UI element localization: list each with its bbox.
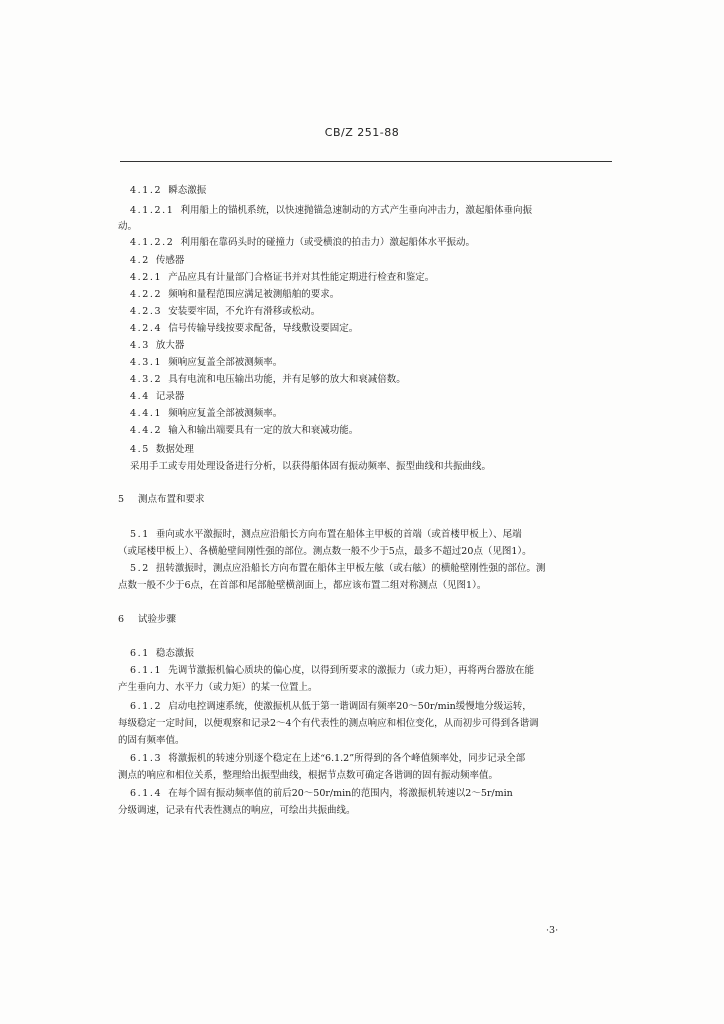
clause-number: 4.2.1 (130, 272, 163, 283)
clause-6-1-3-cont (118, 770, 498, 782)
clause-6-1-2-cont-2 (118, 735, 185, 747)
clause-4-2-3 (130, 306, 320, 318)
clause-number: 6.1.3 (130, 753, 163, 764)
clause-text: 放大器 (155, 340, 185, 351)
clause-4-2 (130, 255, 184, 267)
section-number: 6 (118, 614, 125, 625)
clause-6-1-2 (130, 701, 532, 713)
clause-4-4-1 (130, 408, 282, 420)
section-title: 试验步骤 (138, 614, 177, 625)
clause-5-1 (130, 529, 522, 541)
clause-4-1-2-1-cont (118, 221, 137, 233)
clause-text: 分级调速，记录有代表性测点的响应，可绘出共振曲线。 (118, 805, 356, 816)
clause-5-2-cont (118, 580, 486, 592)
page-number: ·3· (546, 925, 559, 936)
clause-4-1-2 (130, 185, 206, 197)
clause-number: 4.4 (130, 391, 150, 402)
clause-4-4-2 (130, 425, 358, 437)
clause-text: 输入和输出端要具有一定的放大和衰减功能。 (168, 425, 359, 436)
clause-text: 启动电控调速系统，使激振机从低于第一谐调固有频率20～50r/min缓慢地分级运转， (168, 701, 532, 712)
clause-6-1 (130, 648, 194, 660)
clause-text: 点数一般不少于6点，在首部和尾部舱壁横剖面上，都应该布置二组对称测点（见图1）。 (118, 580, 487, 591)
clause-number: 5.2 (130, 563, 150, 574)
clause-text: 的固有频率值。 (118, 735, 185, 746)
clause-number: 6.1.4 (130, 788, 163, 799)
clause-text: 垂向或水平激振时，测点应沿船长方向布置在船体主甲板的首端（或首楼甲板上）、尾端 (155, 529, 522, 540)
clause-6-1-4 (130, 788, 513, 800)
header-rule (120, 161, 612, 162)
clause-4-3-2 (130, 374, 406, 386)
clause-text: 频响应复盖全部被测频率。 (168, 357, 283, 368)
clause-text: 采用手工或专用处理设备进行分析，以获得船体固有振动频率、振型曲线和共振曲线。 (130, 461, 492, 472)
clause-6-1-1 (130, 665, 534, 677)
clause-text: 记录器 (155, 391, 185, 402)
clause-number: 4.1.2 (130, 185, 163, 196)
clause-number: 4.1.2.2 (130, 237, 175, 248)
clause-text: 测点的响应和相位关系，整理给出振型曲线，根据节点数可确定各谐调的固有振动频率值。 (118, 770, 499, 781)
clause-4-2-4 (130, 323, 358, 335)
clause-number: 4.3 (130, 340, 150, 351)
clause-4-3-1 (130, 357, 282, 369)
clause-number: 6.1 (130, 648, 150, 659)
clause-text: 扭转激振时，测点应沿船长方向布置在船体主甲板左舷（或右舷）的横舱壁刚性强的部位。测 (155, 563, 546, 574)
clause-text: 稳态激振 (155, 648, 194, 659)
clause-number: 4.2 (130, 255, 150, 266)
clause-text: 传感器 (155, 255, 185, 266)
document-code-header: CB/Z 251-88 (324, 126, 400, 139)
clause-5-2 (130, 563, 545, 575)
clause-text: 在每个固有振动频率值的前后20～50r/min的范围内，将激振机转速以2～5r/min (168, 788, 513, 799)
clause-number: 4.2.2 (130, 289, 163, 300)
clause-text: 频响和量程范围应满足被测船舶的要求。 (168, 289, 340, 300)
clause-number: 4.4.2 (130, 425, 163, 436)
clause-text: 利用船在靠码头时的碰撞力（或受横浪的拍击力）激起船体水平振动。 (180, 237, 475, 248)
clause-text: 将激振机的转速分别逐个稳定在上述“6.1.2”所得到的各个峰值频率处，同步记录全部 (168, 753, 526, 764)
clause-text: 具有电流和电压输出功能，并有足够的放大和衰减倍数。 (168, 374, 406, 385)
clause-text: 每级稳定一定时间，以便观察和记录2～4个有代表性的测点响应和相位变化，从而初步可得到各谐调 (118, 718, 539, 729)
clause-text: 频响应复盖全部被测频率。 (168, 408, 283, 419)
clause-4-2-2 (130, 289, 339, 301)
clause-4-1-2-2 (130, 237, 475, 249)
clause-number: 5.1 (130, 529, 150, 540)
clause-text: 利用船上的锚机系统，以快速抛锚急速制动的方式产生垂向冲击力，激起船体垂向振 (180, 205, 532, 216)
clause-text: 动。 (118, 221, 138, 232)
clause-number: 4.2.4 (130, 323, 163, 334)
clause-6-1-3 (130, 753, 525, 765)
clause-4-3 (130, 340, 184, 352)
clause-4-5 (130, 444, 194, 456)
clause-6-1-2-cont-1 (118, 718, 539, 730)
clause-5-1-cont (118, 546, 532, 558)
clause-number: 6.1.1 (130, 665, 163, 676)
section-number: 5 (118, 494, 125, 505)
clause-4-4 (130, 391, 184, 403)
clause-4-5-text (130, 461, 491, 473)
clause-number: 4.3.2 (130, 374, 163, 385)
clause-text: 产品应具有计量部门合格证书并对其性能定期进行检查和鉴定。 (168, 272, 435, 283)
clause-text: 瞬态激振 (168, 185, 207, 196)
clause-number: 4.2.3 (130, 306, 163, 317)
clause-4-1-2-1 (130, 205, 532, 217)
clause-text: 数据处理 (155, 444, 194, 455)
clause-number: 6.1.2 (130, 701, 163, 712)
clause-text: 信号传输导线按要求配备，导线敷设要固定。 (168, 323, 359, 334)
clause-number: 4.5 (130, 444, 150, 455)
clause-number: 4.3.1 (130, 357, 163, 368)
clause-6-1-4-cont (118, 805, 356, 817)
section-heading-5 (118, 494, 205, 506)
clause-6-1-1-cont (118, 682, 318, 694)
clause-text: 安装要牢固，不允许有滑移或松动。 (168, 306, 321, 317)
section-heading-6 (118, 614, 176, 626)
clause-4-2-1 (130, 272, 434, 284)
clause-number: 4.4.1 (130, 408, 163, 419)
clause-number: 4.1.2.1 (130, 205, 175, 216)
clause-text: 产生垂向力、水平力（或力矩）的某一位置上。 (118, 682, 318, 693)
clause-text: （或尾楼甲板上）、各横舱壁间刚性强的部位。测点数一般不少于5点，最多不超过20点（见图1）。 (118, 546, 532, 557)
clause-text: 先调节激振机偏心质块的偏心度，以得到所要求的激振力（或力矩），再将两台器放在能 (168, 665, 534, 676)
section-title: 测点布置和要求 (138, 494, 205, 505)
